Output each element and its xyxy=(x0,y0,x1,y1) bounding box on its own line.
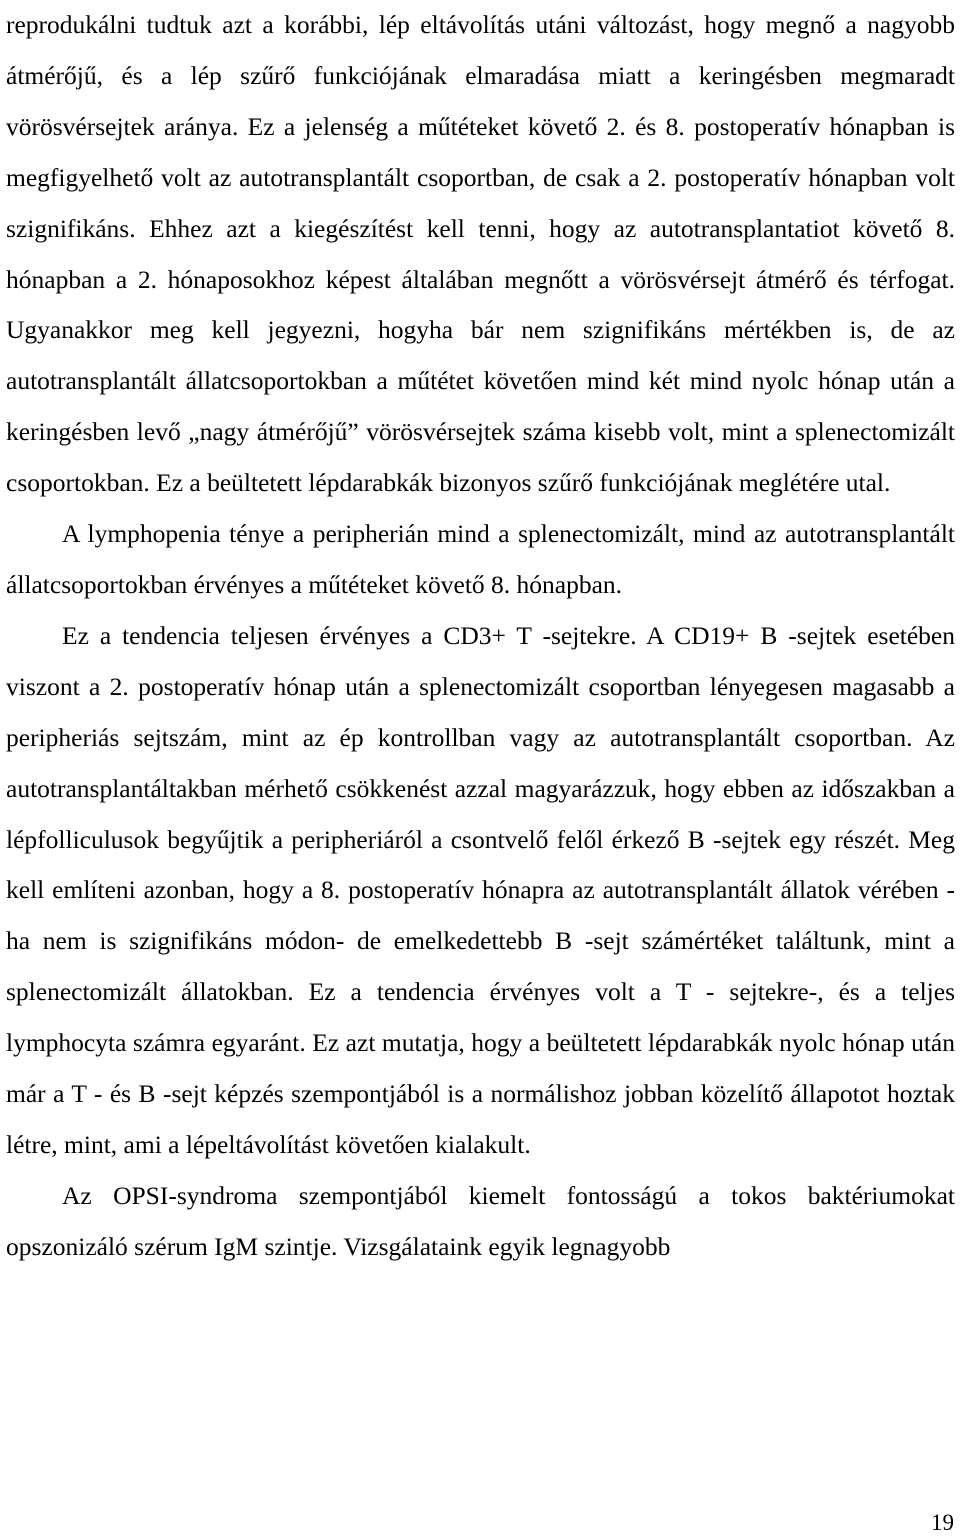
document-body xyxy=(6,0,955,1273)
paragraph-3: Ez a tendencia teljesen érvényes a CD3+ T -sejtekre. A CD19+ B -sejtek esetében viszont a 2. postoperatív hónap után a splenectomizált csoportban lényegesen magasabb a peripheriás sejtszám, mint az ép kontrollban vagy az autotransplantált csoportban. Az autotransplantáltakban mérhető csökkenést azzal magyarázzuk, hogy ebben az időszakban a lépfolliculusok begyűjtik a peripheriáról a csontvelő felől érkező B -sejtek egy részét. Meg kell említeni azonban, hogy a 8. postoperatív hónapra az autotransplantált állatok vérében -ha nem is szignifikáns módon- de emelkedettebb B -sejt számértéket találtunk, mint a splenectomizált állatokban. Ez a tendencia érvényes volt a T - sejtekre-, és a teljes lymphocyta számra egyaránt. Ez azt mutatja, hogy a beültetett lépdarabkák nyolc hónap után már a T - és B -sejt képzés szempontjából is a normálishoz jobban közelítő állapotot hoztak létre, mint, ami a lépeltávolítást követően kialakult. xyxy=(6,620,955,1159)
paragraph-4: Az OPSI-syndroma szempontjából kiemelt fontosságú a tokos baktériumokat opszonizáló szérum IgM szintje. Vizsgálataink egyik legnagyobb xyxy=(6,1180,955,1261)
paragraph-1: reprodukálni tudtuk azt a korábbi, lép eltávolítás utáni változást, hogy megnő a nagyobb átmérőjű, és a lép szűrő funkciójának elmaradása miatt a keringésben megmaradt vörösvérsejtek aránya. Ez a jelenség a műtéteket követő 2. és 8. postoperatív hónapban is megfigyelhető volt az autotransplantált csoportban, de csak a 2. postoperatív hónapban volt szignifikáns. Ehhez azt a kiegészítést kell tenni, hogy az autotransplantatiot követő 8. hónapban a 2. hónaposokhoz képest általában megnőtt a vörösvérsejt átmérő és térfogat. Ugyanakkor meg kell jegyezni, hogyha bár nem szignifikáns mértékben is, de az autotransplantált állatcsoportokban a műtétet követően mind két mind nyolc hónap után a keringésben levő „nagy átmérőjű” vörösvérsejtek száma kisebb volt, mint a splenectomizált csoportokban. Ez a beültetett lépdarabkák bizonyos szűrő funkciójának meglétére utal. xyxy=(6,10,955,498)
paragraph-2: A lymphopenia ténye a peripherián mind a splenectomizált, mind az autotransplantált állatcsoportokban érvényes a műtéteket követő 8. hónapban. xyxy=(6,519,955,599)
page-number: 19 xyxy=(931,1510,954,1535)
